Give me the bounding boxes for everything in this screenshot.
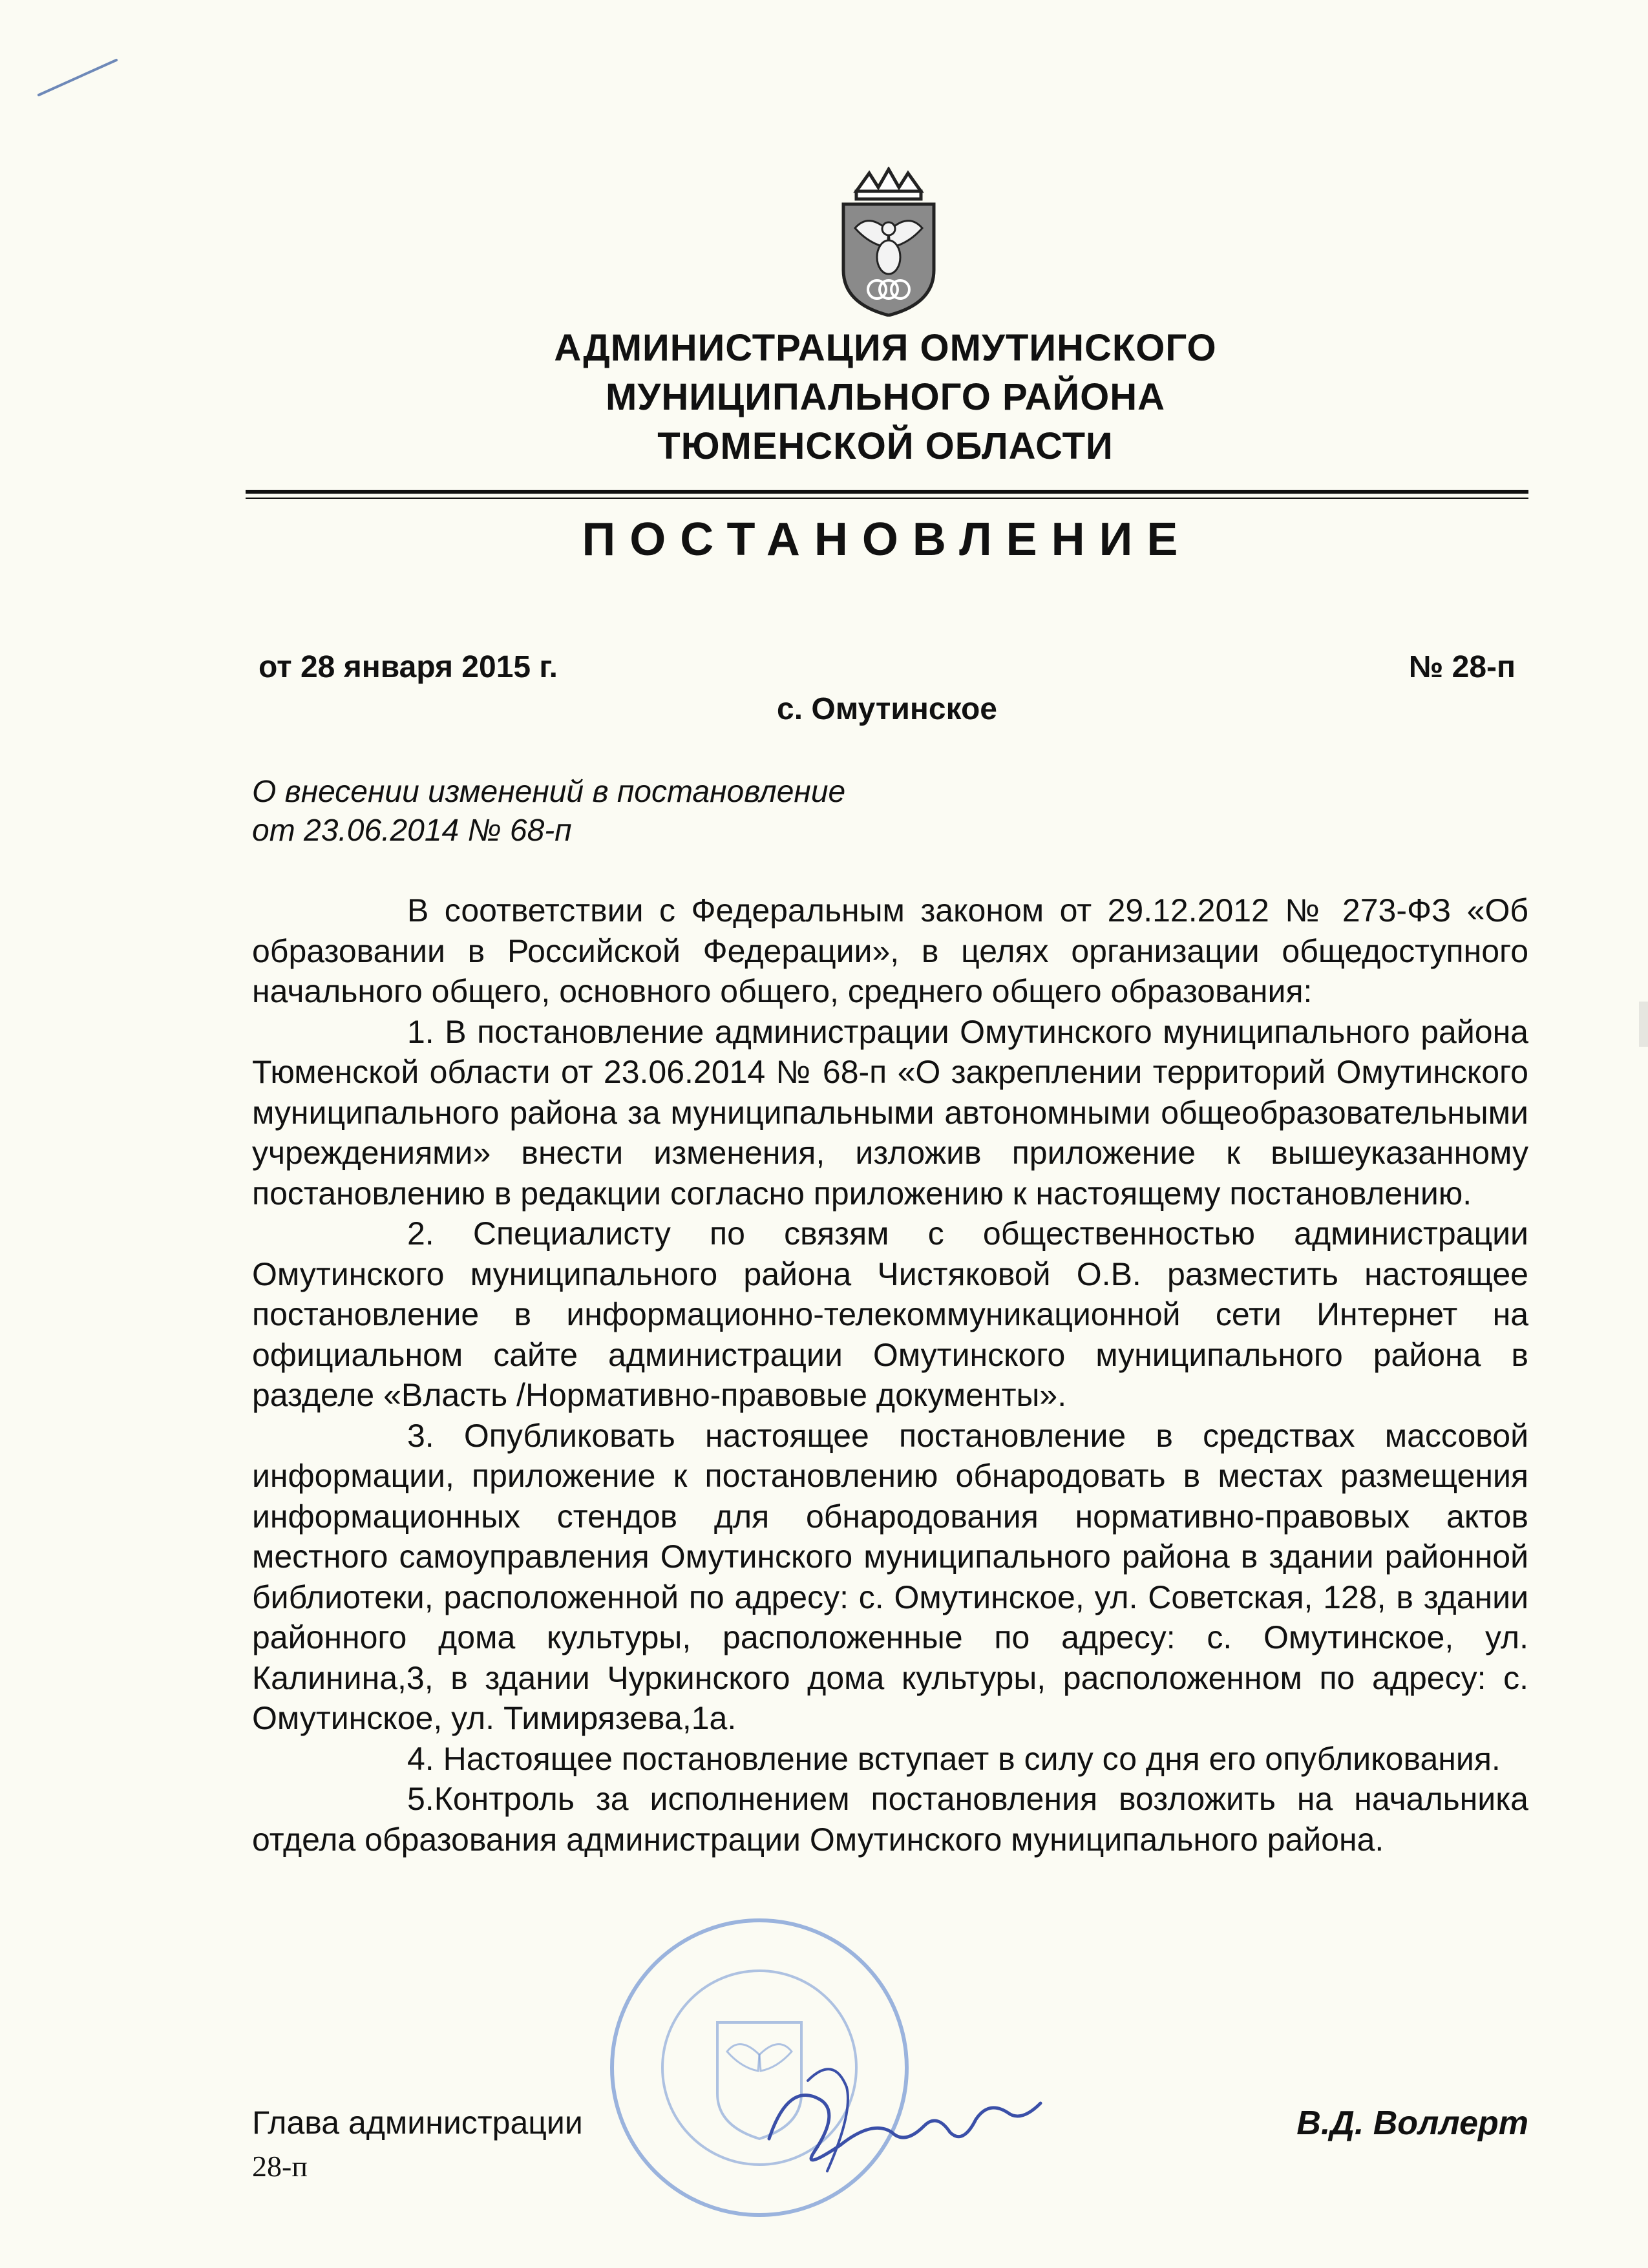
org-name-line2: МУНИЦИПАЛЬНОГО РАЙОНА [605, 376, 1166, 418]
header-rule-thin [246, 498, 1528, 499]
body-paragraph: 5.Контроль за исполнением постановления возложить на начальника отдела образования администрации Омутинского муниципального района. [252, 1781, 1528, 1858]
document-date: от 28 января 2015 г. [259, 650, 558, 684]
org-name-line3: ТЮМЕНСКОЙ ОБЛАСТИ [657, 425, 1114, 467]
signatory-title: Глава администрации [252, 2105, 583, 2141]
pen-stroke-mark [36, 55, 120, 100]
document-body [252, 890, 1528, 1860]
document-place: с. Омутинское [777, 692, 997, 726]
subject-line: О внесении изменений в постановление [252, 775, 846, 809]
subject-line: от 23.06.2014 № 68-п [252, 814, 572, 848]
signatory-name: В.Д. Воллерт [1296, 2105, 1528, 2142]
handwritten-signature [743, 2042, 1053, 2197]
footer-reference: 28-п [252, 2150, 308, 2183]
binding-edge-mark [1639, 1002, 1648, 1047]
body-paragraph: 2. Специалисту по связям с общественностью администрации Омутинского муниципального района Чистяковой О.В. разместить настоящее постановление в информационно-телекоммуникационной сети Интернет на официальном сайте администрации Омутинского муниципального района в разделе «Власть /Нормативно-правовые документы». [252, 1215, 1528, 1413]
body-paragraph: В соответствии с Федеральным законом от 29.12.2012 № 273-ФЗ «Об образовании в Российской Федерации», в целях организации общедоступного начального общего, основного общего, среднего общего образования: [252, 892, 1528, 1009]
org-name-line1: АДМИНИСТРАЦИЯ ОМУТИНСКОГО [554, 327, 1217, 369]
document-type-title: ПОСТАНОВЛЕНИЕ [582, 514, 1192, 565]
body-paragraph: 1. В постановление администрации Омутинского муниципального района Тюменской области от 23.06.2014 № 68-п «О закреплении территорий Омутинского муниципального района за муниципальными автономными общеобразовательными учреждениями» внести изменения, изложив приложение к вышеуказанному постановлению в редакции согласно приложению к настоящему постановлению. [252, 1013, 1528, 1212]
document-subject [252, 773, 845, 850]
header-rule-thick [246, 490, 1528, 494]
coat-of-arms-icon [837, 167, 940, 317]
body-paragraph: 3. Опубликовать настоящее постановление в средствах массовой информации, приложение к постановлению обнародовать в местах размещения информационных стендов для обнародования нормативно-правовых актов местного самоуправления Омутинского муниципального района в здании районной библиотеки, расположенной по адресу: с. Омутинское, ул. Советская, 128, в здании районного дома культуры, расположенные по адресу: с. Омутинское, ул. Калинина,3, в здании Чуркинского дома культуры, расположенном по адресу: с. Омутинское, ул. Тимирязева,1а. [252, 1417, 1528, 1736]
body-paragraph: 4. Настоящее постановление вступает в силу со дня его опубликования. [407, 1740, 1501, 1777]
document-number: № 28-п [1408, 650, 1516, 684]
